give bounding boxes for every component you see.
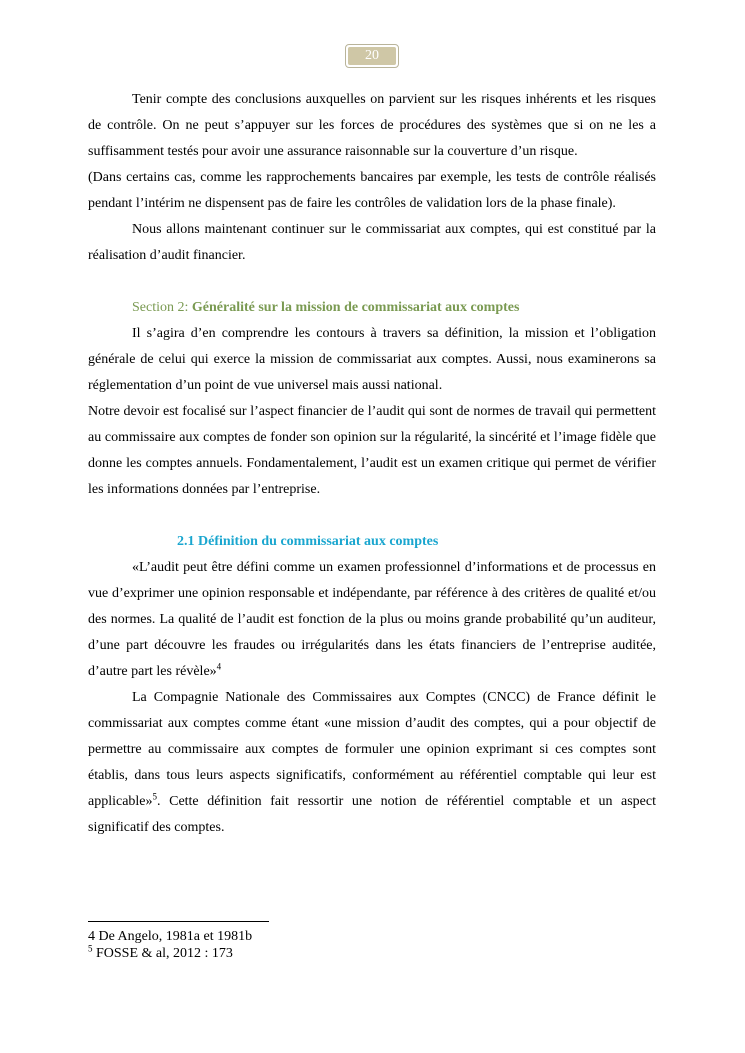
subsection-2-1-heading: 2.1 Définition du commissariat aux comptes xyxy=(177,534,439,549)
section-2-focus: Notre devoir est focalisé sur l’aspect financier de l’audit qui sont de normes de travail qui permettent au commissaire aux comptes de fonder son opinion sur la régularité, la sincérité et l’image fidèle que donne les comptes annuels. Fondamentalement, l’audit est un examen critique qui permet de vérifier les informations données par l’entreprise. xyxy=(88,404,656,497)
audit-definition-quote xyxy=(88,555,656,685)
footnote-divider xyxy=(88,921,269,922)
footnote-ref-5: 5 xyxy=(152,791,158,802)
section-2-heading xyxy=(88,295,656,321)
section-2-title: Généralité sur la mission de commissariat aux comptes xyxy=(191,300,520,315)
section-2-intro: Il s’agira d’en comprendre les contours à travers sa définition, la mission et l’obligation générale de celui qui exerce la mission de commissariat aux comptes. Aussi, nous examinerons sa réglementation d’un point de vue universel mais aussi national. xyxy=(88,326,656,393)
footnote-5 xyxy=(88,945,252,962)
quote-text: «L’audit peut être défini comme un examen professionnel d’informations et de processus en vue d’exprimer une opinion responsable et indépendante, par référence à des critères de qualité et/ou des normes. La qualité de l’audit est fonction de la plus ou moins grande probabilité qu’un auditeur, d’une part découvre les fraudes ou irrégularités dans les états financiers de l’entreprise auditée, d’autre part les révèle» xyxy=(88,560,656,679)
cncc-text: La Compagnie Nationale des Commissaires aux Comptes (CNCC) de France définit le commissariat aux comptes comme étant «une mission d’audit des comptes, qui a pour objectif de permettre au commissaire aux comptes de formuler une opinion exprimant si ces comptes sont établis, dans tous leurs aspects significatifs, conformément au référentiel comptable qui leur est applicable» xyxy=(88,690,656,809)
cncc-tail: . Cette définition fait ressortir une notion de référentiel comptable et un aspect significatif des comptes. xyxy=(88,794,656,835)
paragraph-transition: Nous allons maintenant continuer sur le commissariat aux comptes, qui est constitué par la réalisation d’audit financier. xyxy=(88,222,656,263)
footnote-4: 4 De Angelo, 1981a et 1981b xyxy=(88,929,253,944)
page-number-badge xyxy=(345,44,399,68)
cncc-definition xyxy=(88,685,656,841)
footnote-ref-4: 4 xyxy=(216,661,222,672)
section-2-prefix: Section 2: xyxy=(132,300,192,315)
paragraph-bank-reconciliation: (Dans certains cas, comme les rapprochements bancaires par exemple, les tests de contrôle réalisés pendant l’intérim ne dispensent pas de faire les contrôles de validation lors de la phase finale). xyxy=(88,170,656,211)
footnote-5-text: FOSSE & al, 2012 : 173 xyxy=(92,946,233,961)
paragraph-risk-conclusions: Tenir compte des conclusions auxquelles on parvient sur les risques inhérents et les risques de contrôle. On ne peut s’appuyer sur les forces de procédures des systèmes que si on ne les a suffisamment testés pour avoir une assurance raisonnable sur la couverture d’un risque. xyxy=(88,92,656,159)
footnotes xyxy=(88,928,252,962)
page-number: 20 xyxy=(348,47,396,65)
footnote-5-number: 5 xyxy=(88,943,93,954)
document-body xyxy=(88,87,656,841)
